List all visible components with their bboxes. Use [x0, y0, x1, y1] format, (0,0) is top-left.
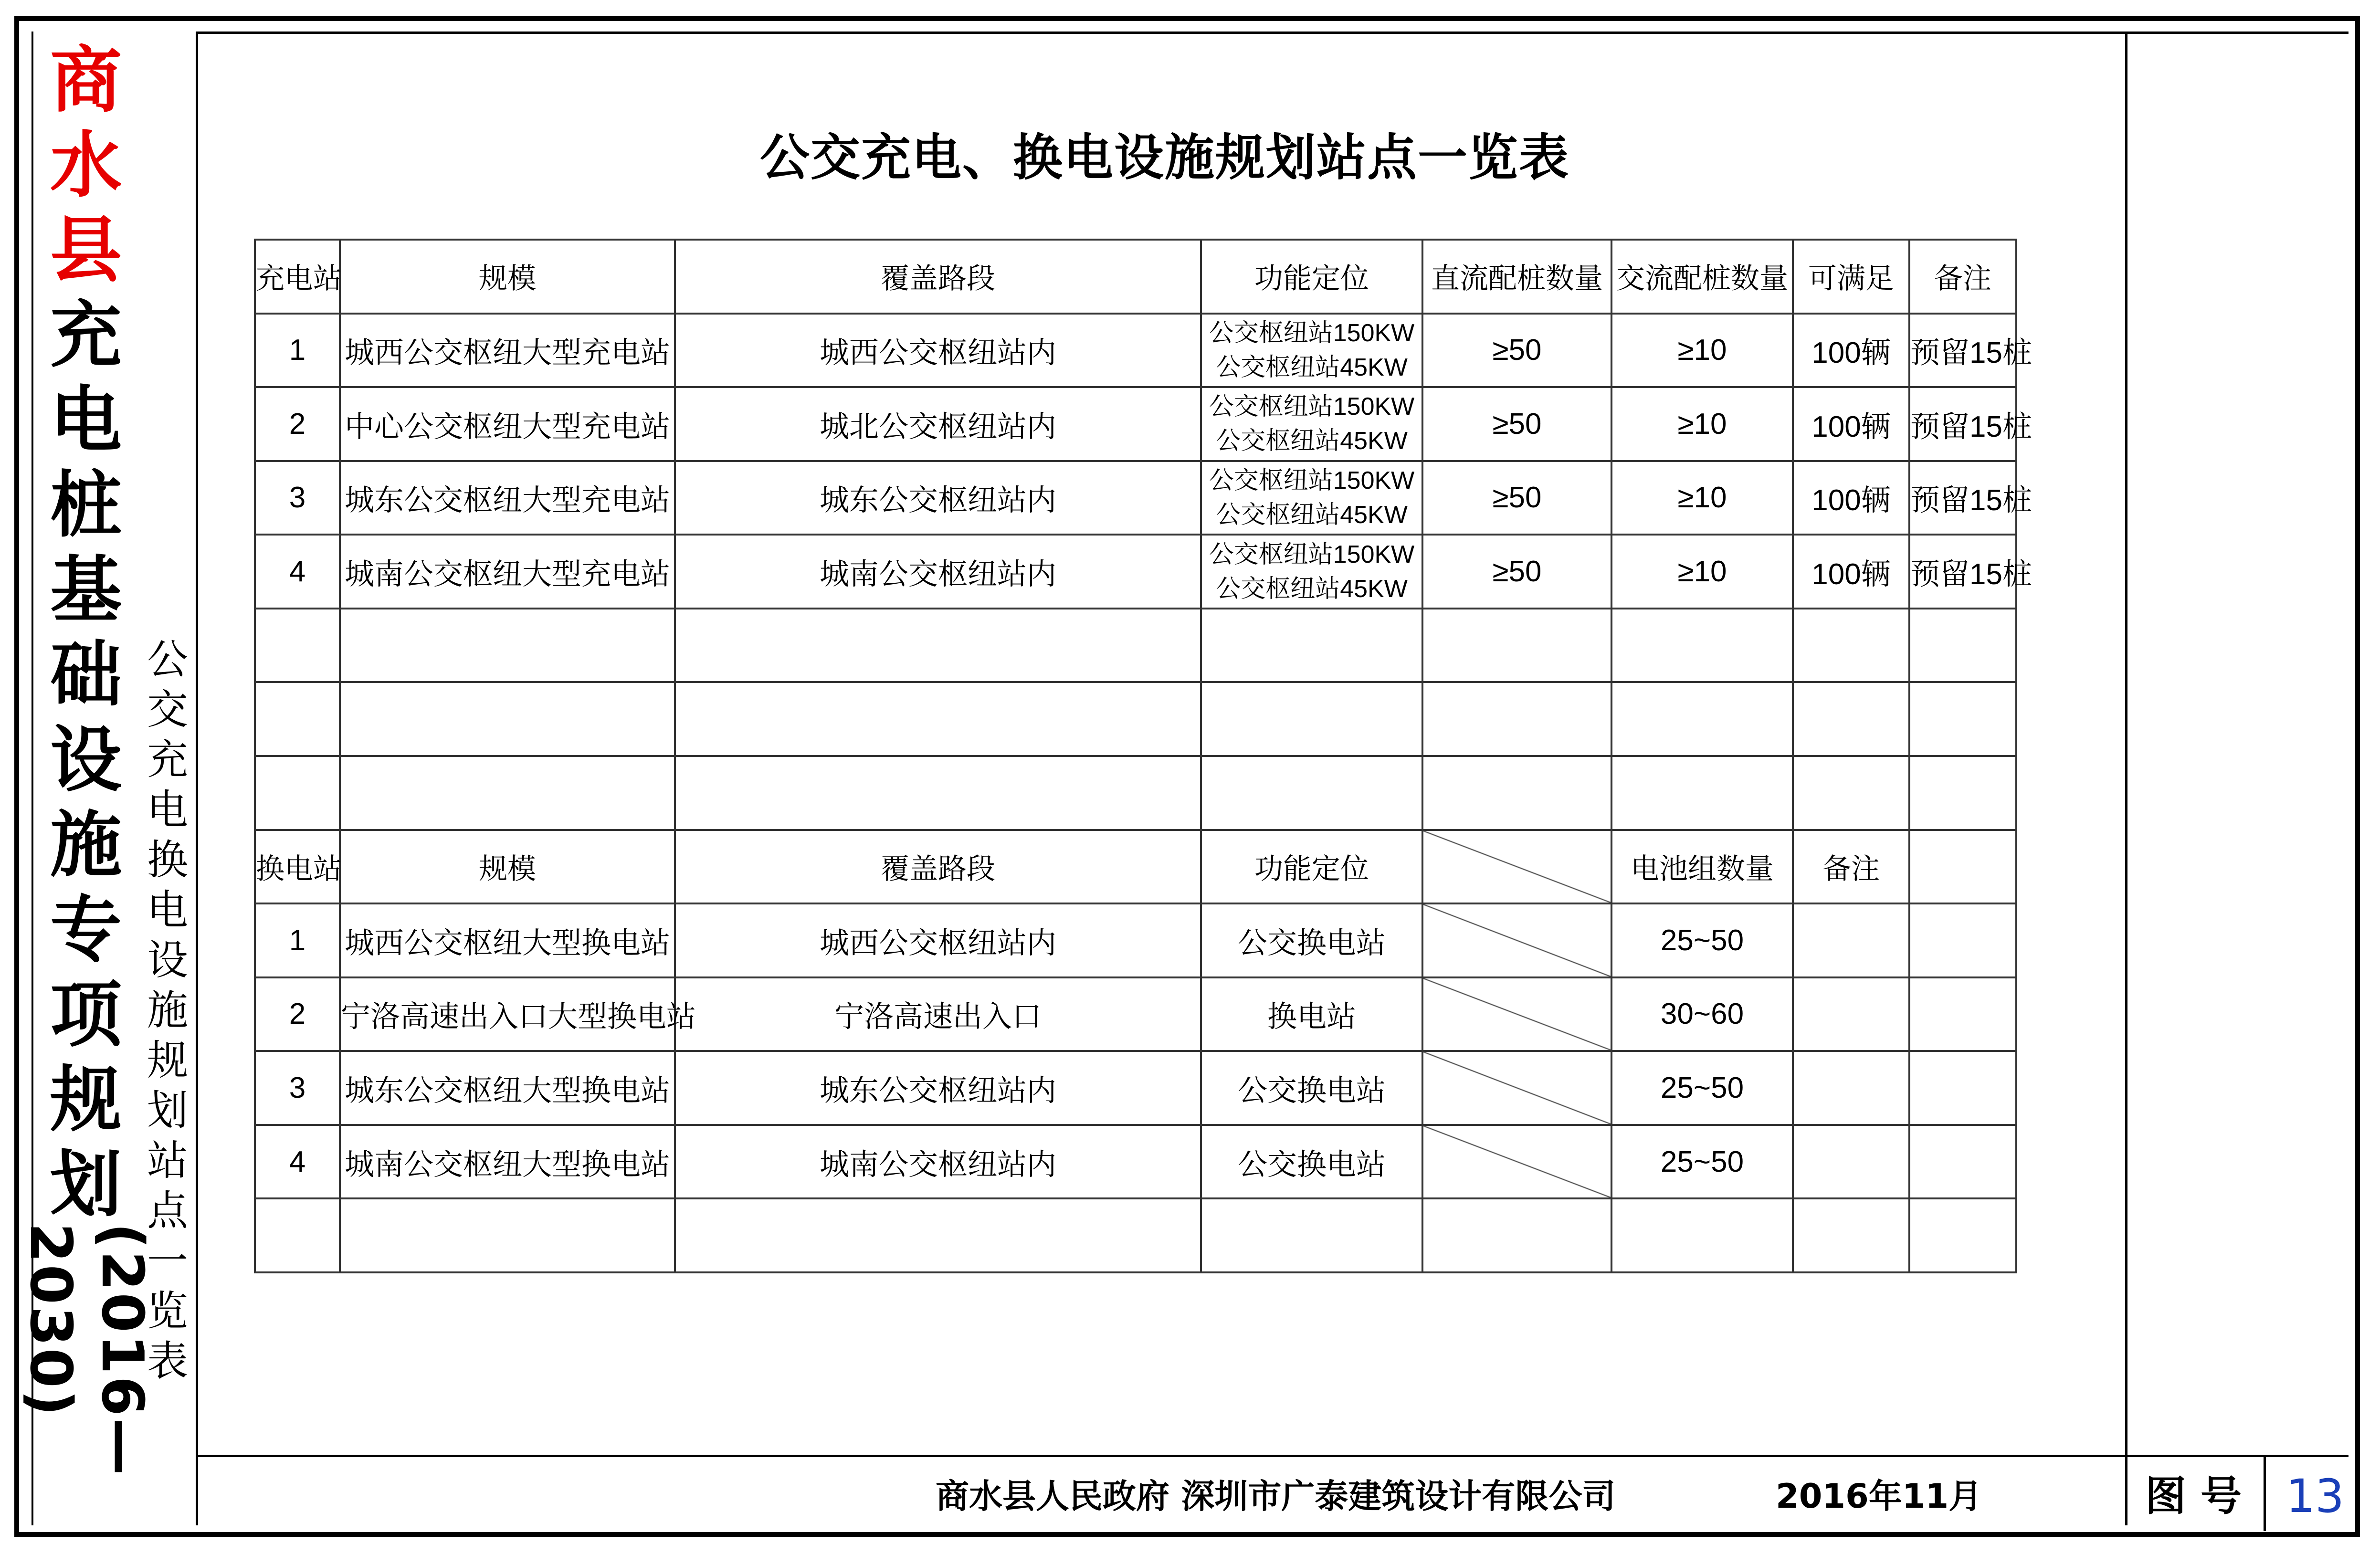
empty-cell [1909, 903, 2016, 977]
function-line: 公交枢纽站150KW [1209, 540, 1415, 568]
battery-count: 25~50 [1611, 1051, 1793, 1125]
empty-row [255, 682, 2016, 756]
ac-count: ≥10 [1611, 535, 1793, 609]
function: 公交换电站 [1201, 903, 1422, 977]
function: 公交换电站 [1201, 1051, 1422, 1125]
station-scale: 城东公交枢纽大型换电站 [340, 1051, 675, 1125]
battery-count: 25~50 [1611, 1125, 1793, 1199]
function-line: 公交枢纽站45KW [1216, 501, 1408, 529]
subtitle-char: 规 [147, 1037, 188, 1084]
capacity: 100辆 [1793, 535, 1909, 609]
coverage: 城西公交枢纽站内 [675, 903, 1201, 977]
title-char: 设 [50, 719, 122, 802]
title-char: 专 [50, 889, 122, 972]
header-cell: 充电站 [255, 240, 340, 314]
table-row [255, 1125, 2016, 1199]
empty-cell [1909, 830, 2016, 904]
title-char: 规 [50, 1059, 122, 1142]
diagonal-cell [1422, 830, 1611, 904]
title-char: 充 [50, 294, 122, 377]
subtitle-char: 设 [147, 936, 188, 984]
ac-count: ≥10 [1611, 461, 1793, 535]
table-row [255, 535, 2016, 609]
empty-row [255, 1198, 2016, 1272]
dc-count: ≥50 [1422, 314, 1611, 388]
title-char: 基 [50, 549, 122, 632]
dc-count: ≥50 [1422, 387, 1611, 461]
function-line: 公交枢纽站45KW [1216, 353, 1408, 381]
subtitle-char: 一 [147, 1237, 188, 1285]
empty-cell [1909, 977, 2016, 1051]
table-title: 公交充电、换电设施规划站点一览表 [759, 128, 1569, 187]
organizations: 商水县人民政府 深圳市广泰建筑设计有限公司 [936, 1477, 1616, 1516]
station-scale: 中心公交枢纽大型充电站 [340, 387, 675, 461]
empty-cell [1909, 1125, 2016, 1199]
frame-footer-line [196, 1455, 2348, 1457]
station-scale: 宁洛高速出入口大型换电站 [340, 977, 675, 1051]
header-cell: 功能定位 [1201, 830, 1422, 904]
title-char: 施 [50, 804, 122, 887]
drawing-subtitle-vertical [141, 635, 194, 1418]
table-row [255, 903, 2016, 977]
coverage: 城南公交枢纽站内 [675, 535, 1201, 609]
header-cell: 可满足 [1793, 240, 1909, 314]
remark: 预留15桩 [1909, 387, 2016, 461]
project-years: (2016—2030) [17, 1223, 155, 1477]
empty-cell [1793, 1125, 1909, 1199]
row-number: 4 [255, 1125, 340, 1199]
subtitle-char: 划 [147, 1087, 188, 1134]
diagonal-cell [1422, 1051, 1611, 1125]
title-char: 项 [50, 974, 122, 1057]
header-cell: 电池组数量 [1611, 830, 1793, 904]
header-cell: 覆盖路段 [675, 240, 1201, 314]
function-line: 公交枢纽站45KW [1216, 575, 1408, 603]
subtitle-char: 充 [147, 736, 188, 784]
function-line: 公交枢纽站150KW [1209, 319, 1415, 347]
row-number: 4 [255, 535, 340, 609]
drawing-number: 13 [2285, 1470, 2345, 1523]
diagonal-cell [1422, 903, 1611, 977]
empty-row [255, 756, 2016, 830]
dc-count: ≥50 [1422, 461, 1611, 535]
function-cell [1201, 314, 1422, 388]
function: 公交换电站 [1201, 1125, 1422, 1199]
diagonal-cell [1422, 1125, 1611, 1199]
project-title-vertical [17, 38, 155, 1527]
coverage: 城东公交枢纽站内 [675, 461, 1201, 535]
subtitle-char: 电 [147, 786, 188, 834]
header-cell: 备注 [1793, 830, 1909, 904]
ac-count: ≥10 [1611, 387, 1793, 461]
table-row [255, 461, 2016, 535]
issue-date: 2016年11月 [1776, 1477, 1982, 1516]
table-row [255, 314, 2016, 388]
subtitle-char: 施 [147, 987, 188, 1034]
title-char: 桩 [50, 464, 122, 547]
capacity: 100辆 [1793, 314, 1909, 388]
remark: 预留15桩 [1909, 535, 2016, 609]
empty-cell [1793, 1051, 1909, 1125]
title-char: 商 [50, 39, 122, 122]
station-scale: 城东公交枢纽大型充电站 [340, 461, 675, 535]
row-number: 1 [255, 314, 340, 388]
row-number: 2 [255, 977, 340, 1051]
coverage: 宁洛高速出入口 [675, 977, 1201, 1051]
diagonal-cell [1422, 977, 1611, 1051]
charging-header-row [255, 240, 2016, 314]
station-scale: 城西公交枢纽大型充电站 [340, 314, 675, 388]
battery-count: 30~60 [1611, 977, 1793, 1051]
empty-row [255, 609, 2016, 682]
remark: 预留15桩 [1909, 314, 2016, 388]
empty-cell [1793, 977, 1909, 1051]
table-row [255, 1051, 2016, 1125]
station-scale: 城南公交枢纽大型换电站 [340, 1125, 675, 1199]
title-block-footer [200, 1460, 2129, 1532]
function-cell [1201, 461, 1422, 535]
header-cell: 规模 [340, 240, 675, 314]
function-line: 公交枢纽站45KW [1216, 427, 1408, 455]
subtitle-char: 换 [147, 836, 188, 884]
subtitle-char: 点 [147, 1187, 188, 1235]
row-number: 3 [255, 1051, 340, 1125]
frame-divider-right [2125, 32, 2127, 1525]
station-plan-table [254, 239, 2032, 1273]
frame-top-line [196, 32, 2348, 34]
title-char: 础 [50, 634, 122, 717]
remark: 预留15桩 [1909, 461, 2016, 535]
subtitle-char: 览 [147, 1287, 188, 1335]
ac-count: ≥10 [1611, 314, 1793, 388]
frame-divider-left [196, 32, 198, 1525]
swap-header-row [255, 830, 2016, 904]
header-cell: 功能定位 [1201, 240, 1422, 314]
function: 换电站 [1201, 977, 1422, 1051]
title-char: 划 [50, 1144, 122, 1227]
station-scale: 城南公交枢纽大型充电站 [340, 535, 675, 609]
function-line: 公交枢纽站150KW [1209, 393, 1415, 421]
dc-count: ≥50 [1422, 535, 1611, 609]
battery-count: 25~50 [1611, 903, 1793, 977]
function-cell [1201, 387, 1422, 461]
table-row [255, 977, 2016, 1051]
table-row [255, 387, 2016, 461]
subtitle-char: 站 [147, 1137, 188, 1185]
header-cell: 直流配桩数量 [1422, 240, 1611, 314]
subtitle-char: 表 [147, 1337, 188, 1385]
title-char: 水 [50, 124, 122, 207]
station-scale: 城西公交枢纽大型换电站 [340, 903, 675, 977]
coverage: 城北公交枢纽站内 [675, 387, 1201, 461]
function-cell [1201, 535, 1422, 609]
coverage: 城西公交枢纽站内 [675, 314, 1201, 388]
subtitle-char: 电 [147, 886, 188, 934]
function-line: 公交枢纽站150KW [1209, 466, 1415, 494]
empty-cell [1909, 1051, 2016, 1125]
title-char: 县 [50, 209, 122, 292]
coverage: 城东公交枢纽站内 [675, 1051, 1201, 1125]
subtitle-char: 交 [147, 686, 188, 734]
subtitle-char: 公 [147, 636, 188, 683]
capacity: 100辆 [1793, 461, 1909, 535]
drawing-number-label: 图号 [2145, 1472, 2256, 1520]
header-cell: 换电站 [255, 830, 340, 904]
title-char: 电 [50, 379, 122, 462]
header-cell: 覆盖路段 [675, 830, 1201, 904]
capacity: 100辆 [1793, 387, 1909, 461]
header-cell: 备注 [1909, 240, 2016, 314]
row-number: 1 [255, 903, 340, 977]
row-number: 2 [255, 387, 340, 461]
coverage: 城南公交枢纽站内 [675, 1125, 1201, 1199]
header-cell: 规模 [340, 830, 675, 904]
header-cell: 交流配桩数量 [1611, 240, 1793, 314]
empty-cell [1793, 903, 1909, 977]
row-number: 3 [255, 461, 340, 535]
